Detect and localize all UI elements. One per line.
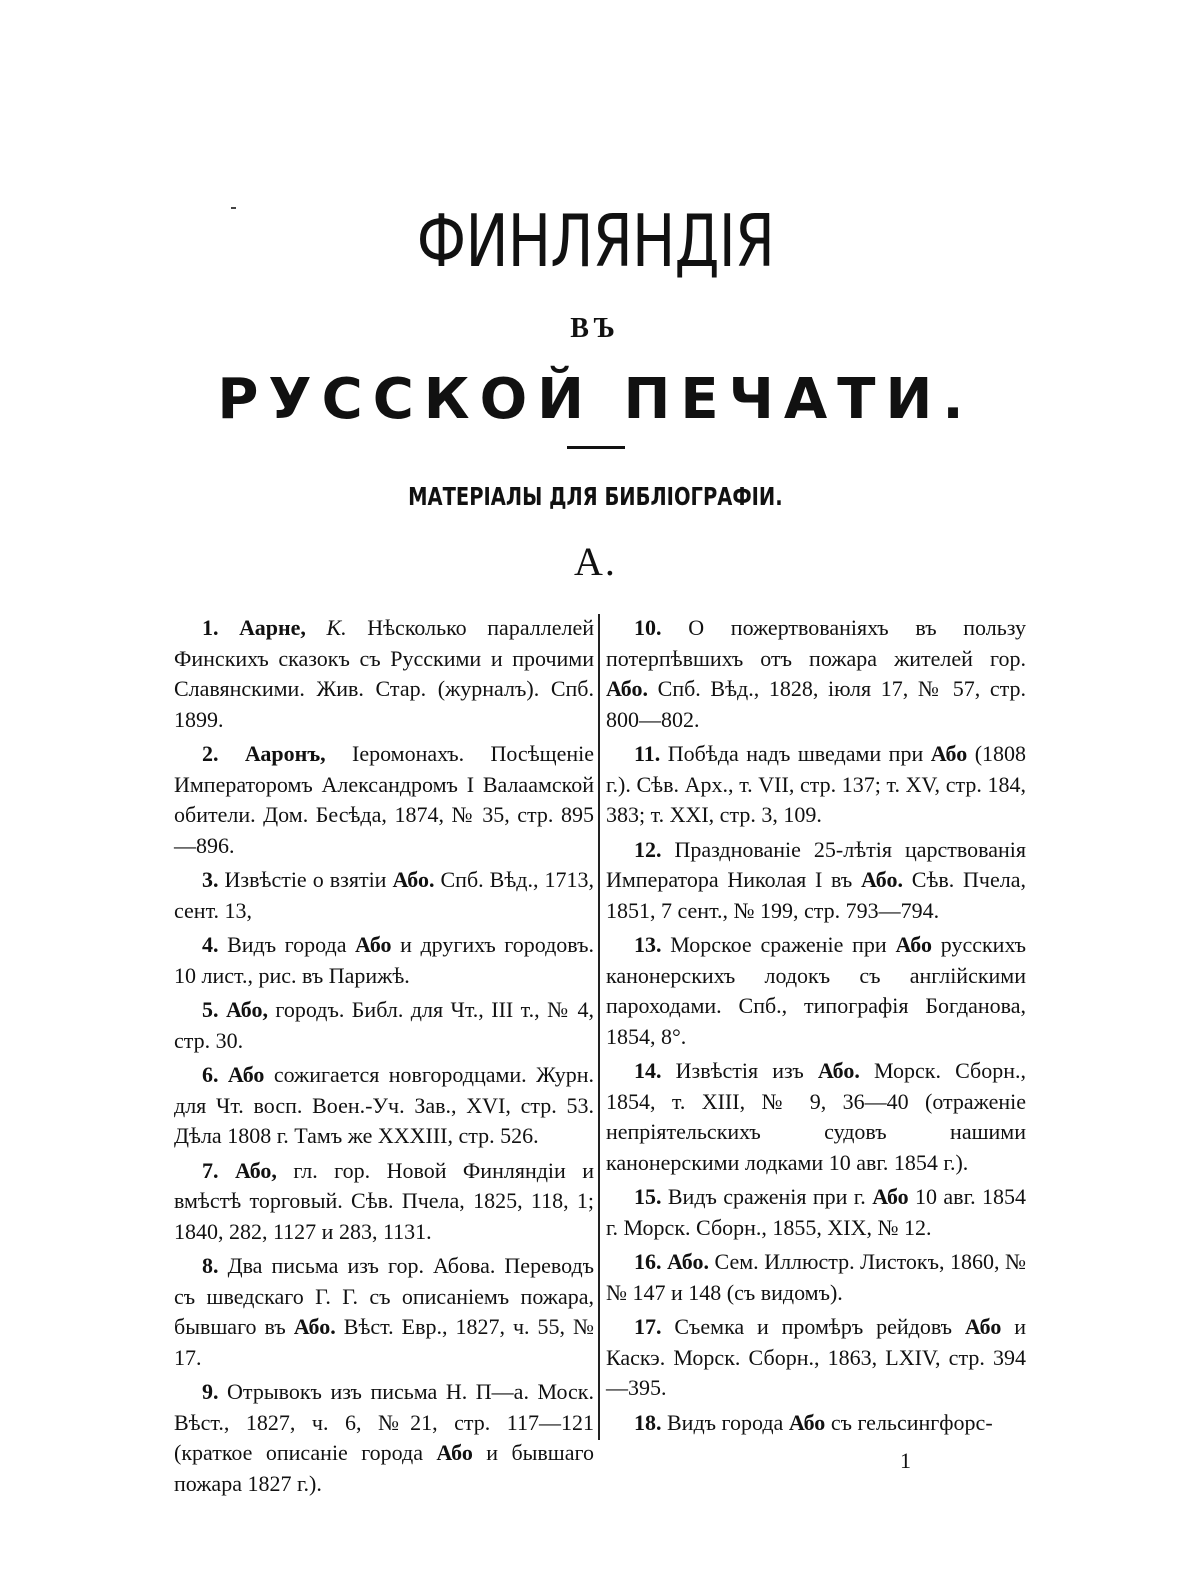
entry-text: русскихъ канонерскихъ лодокъ съ англійскими пароходами. Спб., типографія Богданова, 1854, 8°.: [606, 932, 1026, 1049]
entry-heading: Аарне,: [239, 615, 306, 640]
entry-keyword: Або: [436, 1440, 473, 1465]
entry-heading: Або.: [667, 1249, 710, 1274]
entry-keyword: Або: [895, 932, 932, 957]
entry-number: 15.: [634, 1184, 662, 1209]
bibliography-entry: [606, 739, 1026, 831]
entry-number: 10.: [634, 615, 662, 640]
main-title: ФИНЛЯНДІЯ: [416, 199, 775, 283]
entry-number: 14.: [634, 1058, 662, 1083]
entry-number: 1.: [202, 615, 219, 640]
column-divider: [598, 614, 600, 1440]
entry-keyword: Або: [355, 932, 392, 957]
entry-keyword: Або: [930, 741, 968, 766]
bibliography-entry: [174, 865, 594, 926]
bibliography-entry: [606, 1312, 1026, 1404]
entry-number: 3.: [202, 867, 219, 892]
entry-number: 5.: [202, 997, 219, 1022]
entry-text: Отрывокъ изъ письма Н. П—а. Моск. Вѣст., 1827, ч. 6, №21, стр. 117—121 (краткое описаніе города: [174, 1379, 594, 1465]
entry-heading: Або,: [225, 997, 268, 1022]
entry-text: Видъ сраженія при г.: [667, 1184, 866, 1209]
bibliography-entry: [606, 613, 1026, 735]
entry-text: Нѣсколько параллелей Финскихъ сказокъ съ Русскими и прочими Славянскими. Жив. Стар. (журналъ). Спб. 1899.: [174, 615, 595, 732]
entry-text: Сем. Иллюстр. Листокъ, 1860, №№ 147 и 148 (съ видомъ).: [606, 1249, 1027, 1305]
bibliography-entry: [174, 1060, 594, 1152]
left-column: [174, 613, 594, 1503]
entry-text: О пожертвованіяхъ въ пользу потерпѣвшихъ отъ пожара жителей гор.: [606, 615, 1026, 671]
entry-text: и другихъ городовъ. 10 лист., рис. въ Парижѣ.: [174, 932, 595, 988]
entry-keyword: Або: [788, 1409, 826, 1435]
entry-number: 6.: [202, 1062, 219, 1087]
entry-heading: Або: [227, 1062, 265, 1087]
entry-heading: Ааронъ,: [244, 741, 326, 766]
entry-text: Побѣда надъ шведами при: [667, 741, 924, 766]
entry-number: 16.: [634, 1249, 662, 1274]
entry-text: Извѣстіе о взятіи: [224, 867, 387, 892]
bibliography-entry: [606, 1056, 1026, 1178]
entry-number: 12.: [634, 836, 662, 862]
section-letter: А.: [574, 539, 617, 584]
entry-keyword: Або.: [817, 1058, 860, 1083]
title-connector: ВЪ: [570, 313, 621, 344]
entry-text: Іеромонахъ. Посѣщеніе Императоромъ Александромъ I Валаамской обители. Дом. Бесѣда, 1874, № 35, стр. 895—896.: [174, 741, 594, 858]
entry-number: 8.: [202, 1253, 219, 1278]
entry-keyword: Або: [872, 1184, 909, 1209]
entry-text: Вѣст. Евр., 1827, ч. 55, № 17.: [174, 1314, 595, 1370]
entry-number: 4.: [202, 932, 219, 957]
title-rule: [567, 446, 625, 449]
subtitle: МАТЕРІАЛЫ ДЛЯ БИБЛІОГРАФІИ.: [408, 482, 783, 511]
entry-keyword: Або.: [861, 867, 904, 892]
bibliography-entry: [174, 739, 594, 861]
entry-text: и Каскэ. Морск. Сборн., 1863, LXIV, стр. 394—395.: [606, 1314, 1026, 1400]
entry-author: К.: [326, 615, 347, 640]
entry-number: 7.: [202, 1157, 219, 1183]
entry-text: Видъ города: [667, 1409, 784, 1435]
entry-text: Извѣстія изъ: [675, 1058, 804, 1083]
entry-text: (1808 г.). Сѣв. Арх., т. VII, стр. 137; т. XV, стр. 184, 383; т. XXI, стр. 3, 109.: [606, 741, 1027, 827]
entry-text: Два письма изъ гор. Абова. Переводъ съ шведскаго Г. Г. съ описаніемъ пожара, бывшаго въ: [174, 1253, 595, 1339]
entry-text: Морск. Сборн., 1854, т. XIII, № 9, 36—40 (отраженіе непріятельскихъ судовъ нашими канонерскими лодками 10 авг. 1854 г.).: [606, 1058, 1026, 1175]
entry-text: 10 авг. 1854 г. Морск. Сборн., 1855, XIX, № 12.: [606, 1184, 1026, 1240]
entry-number: 2.: [202, 741, 219, 766]
bibliography-entry: [606, 930, 1026, 1052]
entry-number: 17.: [634, 1314, 662, 1339]
right-column: [606, 613, 1026, 1442]
bibliography-entry: [174, 930, 594, 991]
entry-text: Спб. Вѣд., 1713, сент. 13,: [174, 867, 595, 923]
entry-text: Спб. Вѣд., 1828, іюля 17, № 57, стр. 800—802.: [606, 676, 1026, 732]
entry-text: Сѣв. Пчела, 1851, 7 сент., № 199, стр. 793—794.: [606, 867, 1027, 923]
bibliography-entry: [174, 995, 594, 1056]
entry-text: городъ. Библ. для Чт., III т., № 4, стр. 30.: [174, 997, 595, 1053]
bibliography-entry: [606, 1247, 1026, 1308]
page-number: 1: [900, 1448, 911, 1473]
entry-number: 11.: [634, 741, 661, 766]
entry-text: и бывшаго пожара 1827 г.).: [174, 1440, 594, 1496]
bibliography-entry: [606, 1182, 1026, 1243]
entry-number: 13.: [634, 932, 662, 957]
entry-keyword: Або.: [293, 1314, 336, 1339]
bibliography-entry: [174, 613, 594, 735]
entry-text: Морское сраженіе при: [670, 932, 887, 957]
bibliography-entry: [174, 1377, 594, 1499]
entry-keyword: Або.: [606, 676, 648, 701]
entry-number: 9.: [202, 1379, 219, 1404]
entry-text: Празднованіе 25-лѣтія царствованія Императора Николая I въ: [606, 836, 1026, 892]
bibliography-entry: [174, 1156, 594, 1248]
title-continuation: РУССКОЙ ПЕЧАТИ.: [217, 367, 974, 432]
entry-text: съ гельсингфорс-: [830, 1409, 993, 1435]
entry-keyword: Або: [964, 1314, 1002, 1339]
bibliography-entry: [174, 1251, 594, 1373]
entry-heading: Або,: [234, 1157, 277, 1183]
entry-number: 18.: [634, 1409, 662, 1435]
bibliography-entry: [606, 1408, 1026, 1439]
entry-text: сожигается новгородцами. Журн. для Чт. восп. Воен.-Уч. Зав., XVI, стр. 53. Дѣла 1808 г. Тамъ же XXXIII, стр. 526.: [174, 1062, 595, 1148]
entry-text: гл. гор. Новой Финляндіи и вмѣстѣ торговый. Сѣв. Пчела, 1825, 118, 1; 1840, 282, 1127 и 283, 1131.: [174, 1157, 594, 1244]
entry-text: Видъ города: [227, 932, 347, 957]
entry-keyword: Або.: [392, 867, 435, 892]
bibliography-entry: [606, 835, 1026, 927]
entry-text: Съемка и промѣръ рейдовъ: [674, 1314, 953, 1339]
